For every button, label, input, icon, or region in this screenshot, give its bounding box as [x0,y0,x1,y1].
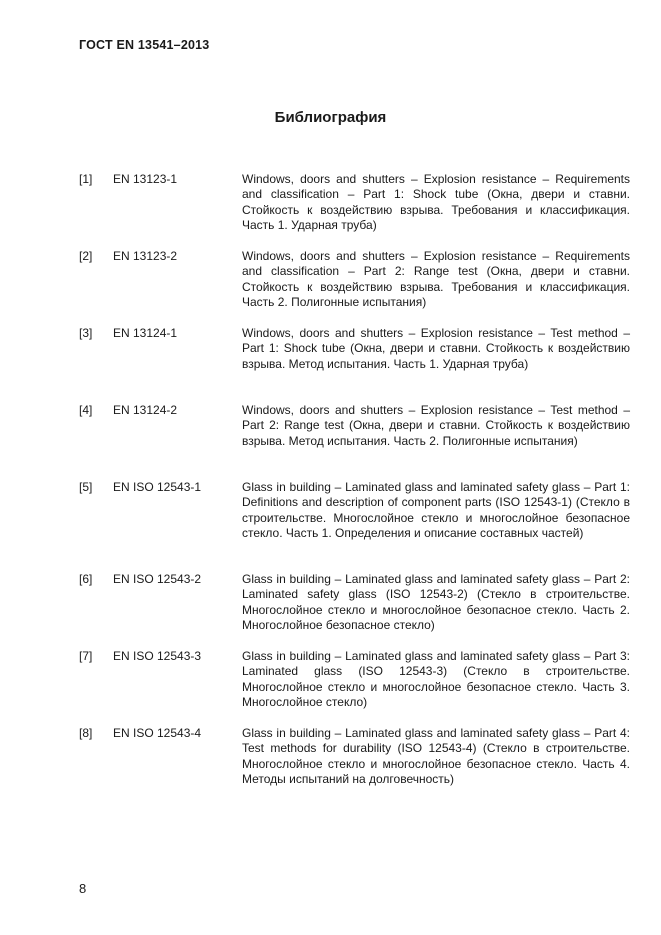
entry-text: Windows, doors and shutters – Explosion resistance – Test method – Part 1: Shock tube (Окна, двери и ставни. Стойкость к воздействию взрыва. Метод испытания. Часть 1. Ударная труба) [242,326,630,371]
entry-number: [2] [79,249,93,263]
entry-number: [8] [79,726,93,740]
entry-code: EN ISO 12543-1 [113,480,202,494]
entry-number: [1] [79,172,93,186]
entry-code: EN ISO 12543-4 [113,726,202,740]
bibliography-entry [79,249,630,311]
entry-number: [3] [79,326,93,340]
entry-code: EN 13123-2 [113,249,178,263]
entry-code: EN 13124-2 [113,403,178,417]
entry-text: Glass in building – Laminated glass and laminated safety glass – Part 4: Test methods for durability (ISO 12543-4) (Стекло в строительстве. Многослойное стекло и многослойное безопасное стекло. Часть 4. Методы испытаний на долговечность) [242,726,630,787]
bibliography-entry [79,403,630,449]
entry-number: [4] [79,403,93,417]
entry-number: [5] [79,480,93,494]
entry-code: EN 13124-1 [113,326,178,340]
bibliography-entry [79,172,630,234]
bibliography-entry [79,649,630,711]
entry-text: Windows, doors and shutters – Explosion resistance – Requirements and classification – Part 1: Shock tube (Окна, двери и ставни. Стойкость к воздействию взрыва. Требования и классификация. Часть 1. Ударная труба) [242,172,630,233]
entry-text: Windows, doors and shutters – Explosion resistance – Requirements and classification – Part 2: Range test (Окна, двери и ставни. Стойкость к воздействию взрыва. Требования и классификация. Часть 2. Полигонные испытания) [242,249,630,310]
page-number: 8 [79,881,87,896]
document-header: ГОСТ EN 13541–2013 [79,38,210,52]
page-title: Библиография [274,109,387,126]
entry-code: EN ISO 12543-3 [113,649,202,663]
entry-number: [7] [79,649,93,663]
entry-text: Glass in building – Laminated glass and laminated safety glass – Part 2: Laminated safety glass (ISO 12543-2) (Стекло в строительстве. Многослойное стекло и многослойное безопасное стекло. Часть 2. Многослойное безопасное стекло) [242,572,630,633]
entry-number: [6] [79,572,93,586]
entry-code: EN 13123-1 [113,172,178,186]
bibliography-entry [79,480,630,542]
entry-text: Windows, doors and shutters – Explosion resistance – Test method – Part 2: Range test (Окна, двери и ставни. Стойкость к воздействию взрыва. Метод испытания. Часть 2. Полигонные испытания) [242,403,630,448]
entry-text: Glass in building – Laminated glass and laminated safety glass – Part 3: Laminated glass (ISO 12543-3) (Стекло в строительстве. Многослойное стекло и многослойное безопасное стекло. Часть 3. Многослойное стекло) [242,649,630,710]
bibliography-entry [79,326,630,372]
entry-text: Glass in building – Laminated glass and laminated safety glass – Part 1: Definitions and description of component parts (ISO 12543-1) (Стекло в строительстве. Многослойное стекло и многослойное безопасное стекло. Часть 1. Определения и описание составных частей) [242,480,630,541]
bibliography-entry [79,726,630,788]
entry-code: EN ISO 12543-2 [113,572,202,586]
bibliography-entry [79,572,630,634]
